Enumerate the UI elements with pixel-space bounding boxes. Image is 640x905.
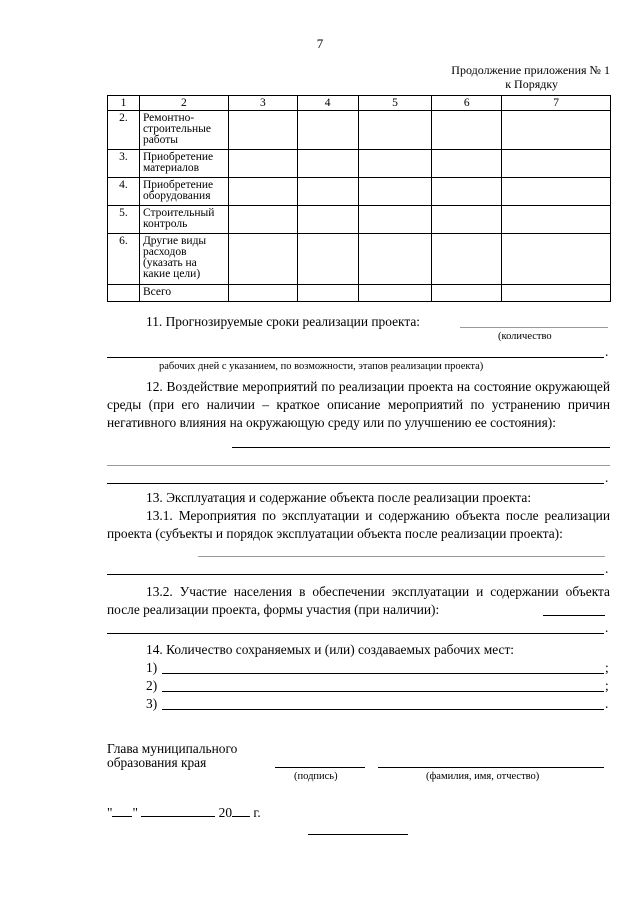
full-name-line[interactable]	[378, 767, 604, 768]
section-13-text: 13. Эксплуатация и содержание объекта после реализации проекта:	[146, 490, 532, 505]
s12-line-2[interactable]	[107, 465, 610, 466]
table-cell[interactable]	[297, 150, 358, 178]
s11-line[interactable]	[107, 357, 604, 358]
table-cell[interactable]	[502, 234, 611, 285]
table-cell[interactable]	[358, 111, 432, 150]
table-cell[interactable]	[228, 234, 297, 285]
s13-2-line-2[interactable]	[107, 633, 604, 634]
date-month-field[interactable]	[141, 804, 215, 817]
table-cell[interactable]	[228, 206, 297, 234]
date-year-suffix: г.	[253, 805, 261, 820]
signature-hint: (подпись)	[294, 771, 338, 782]
row-number: 6.	[108, 234, 140, 285]
full-name-hint: (фамилия, имя, отчество)	[426, 771, 540, 782]
row-name: Другие виды расходов (указать на какие цели)	[139, 234, 228, 285]
section-13-1-text: 13.1. Мероприятия по эксплуатации и содержанию объекта после реализации проекта (субъекты и порядок эксплуатации объекта после реализации проекта):	[107, 508, 610, 541]
row-name: Всего	[139, 285, 228, 302]
s14-item-3-line[interactable]	[162, 709, 604, 710]
row-name: Приобретение оборудования	[139, 178, 228, 206]
table-header-cell: 5	[358, 96, 432, 111]
table-cell[interactable]	[432, 150, 502, 178]
table-cell[interactable]	[297, 234, 358, 285]
table-header-row	[108, 96, 611, 111]
table-header-cell: 6	[432, 96, 502, 111]
table-cell[interactable]	[358, 234, 432, 285]
head-title-line2: образования края	[107, 755, 207, 770]
row-name: Ремонтно-строительные работы	[139, 111, 228, 150]
date-quote-open: "	[107, 805, 113, 820]
head-title-line1: Глава муниципального	[107, 741, 238, 756]
s14-item-2-line[interactable]	[162, 691, 604, 692]
row-number	[108, 285, 140, 302]
section-11-text: 11. Прогнозируемые сроки реализации проекта:	[146, 314, 421, 329]
s14-item-2-label: 2)	[146, 678, 158, 693]
table-cell[interactable]	[358, 206, 432, 234]
s14-item-1-semicolon: ;	[605, 660, 609, 675]
s11-end-dot: .	[605, 344, 609, 359]
s13-2-line-1[interactable]	[543, 615, 605, 616]
table-cell[interactable]	[502, 111, 611, 150]
s13-1-line-2[interactable]	[107, 574, 604, 575]
s14-item-1-line[interactable]	[162, 673, 604, 674]
table-cell[interactable]	[502, 150, 611, 178]
date-day-field[interactable]	[112, 804, 132, 817]
s13-1-end-dot: .	[605, 561, 609, 576]
s13-2-end-dot: .	[605, 620, 609, 635]
s14-item-3-label: 3)	[146, 696, 158, 711]
table-cell[interactable]	[502, 285, 611, 302]
table-cell[interactable]	[297, 111, 358, 150]
s11-term-line[interactable]	[460, 327, 608, 328]
head-title	[107, 742, 237, 770]
table-cell[interactable]	[432, 206, 502, 234]
table-row	[108, 178, 611, 206]
section-12-text	[107, 378, 610, 432]
table-cell[interactable]	[297, 285, 358, 302]
s12-line-1[interactable]	[232, 447, 610, 448]
date-quote-close: "	[132, 805, 138, 820]
table-cell[interactable]	[502, 178, 611, 206]
date-year-field[interactable]	[232, 804, 250, 817]
budget-table	[107, 95, 611, 302]
table-header-cell: 3	[228, 96, 297, 111]
s14-item-1-label: 1)	[146, 660, 158, 675]
table-cell[interactable]	[297, 206, 358, 234]
table-cell[interactable]	[502, 206, 611, 234]
table-cell[interactable]	[358, 178, 432, 206]
row-number: 3.	[108, 150, 140, 178]
row-name: Приобретение материалов	[139, 150, 228, 178]
row-name: Строительный контроль	[139, 206, 228, 234]
continuation-note	[400, 63, 610, 91]
row-number: 5.	[108, 206, 140, 234]
s14-item-3-dot: .	[605, 696, 609, 711]
row-number: 4.	[108, 178, 140, 206]
section-14-text: 14. Количество сохраняемых и (или) создаваемых рабочих мест:	[146, 642, 515, 657]
table-cell[interactable]	[297, 178, 358, 206]
table-cell[interactable]	[228, 150, 297, 178]
table-header-cell: 1	[108, 96, 140, 111]
table-cell[interactable]	[228, 111, 297, 150]
date-year-prefix: 20	[218, 805, 233, 820]
table-cell[interactable]	[432, 234, 502, 285]
s12-end-dot: .	[605, 470, 609, 485]
row-number: 2.	[108, 111, 140, 150]
table-cell[interactable]	[432, 178, 502, 206]
table-row	[108, 111, 611, 150]
section-13-2-text: 13.2. Участие населения в обеспечении эксплуатации и содержании объекта после реализации проекта, формы участия (при наличии):	[107, 584, 610, 617]
page-number: 7	[316, 36, 324, 51]
table-header-cell: 2	[139, 96, 228, 111]
signature-line[interactable]	[275, 767, 365, 768]
table-row	[108, 150, 611, 178]
section-12-body: 12. Воздействие мероприятий по реализации проекта на состояние окружающей среды (при его наличии – краткое описание мероприятий по устранению причин негативного влияния на окружающую среду или по улучшению ее состояния):	[107, 379, 610, 430]
s12-line-3[interactable]	[107, 483, 604, 484]
date-line	[107, 804, 261, 822]
table-cell[interactable]	[228, 178, 297, 206]
table-cell[interactable]	[432, 111, 502, 150]
continuation-line2: к Порядку	[505, 77, 558, 91]
table-total-row	[108, 285, 611, 302]
bottom-separator	[308, 834, 408, 835]
table-cell[interactable]	[358, 150, 432, 178]
s11-hint-b: рабочих дней с указанием, по возможности, этапов реализации проекта)	[159, 361, 484, 372]
continuation-line1: Продолжение приложения № 1	[451, 63, 610, 77]
s13-1-line-1[interactable]	[198, 556, 605, 557]
table-row	[108, 206, 611, 234]
table-row	[108, 234, 611, 285]
table-cell[interactable]	[432, 285, 502, 302]
s14-item-2-semicolon: ;	[605, 678, 609, 693]
table-header-cell: 7	[502, 96, 611, 111]
s11-hint-a: (количество	[498, 331, 552, 342]
table-cell[interactable]	[358, 285, 432, 302]
table-cell[interactable]	[228, 285, 297, 302]
table-header-cell: 4	[297, 96, 358, 111]
